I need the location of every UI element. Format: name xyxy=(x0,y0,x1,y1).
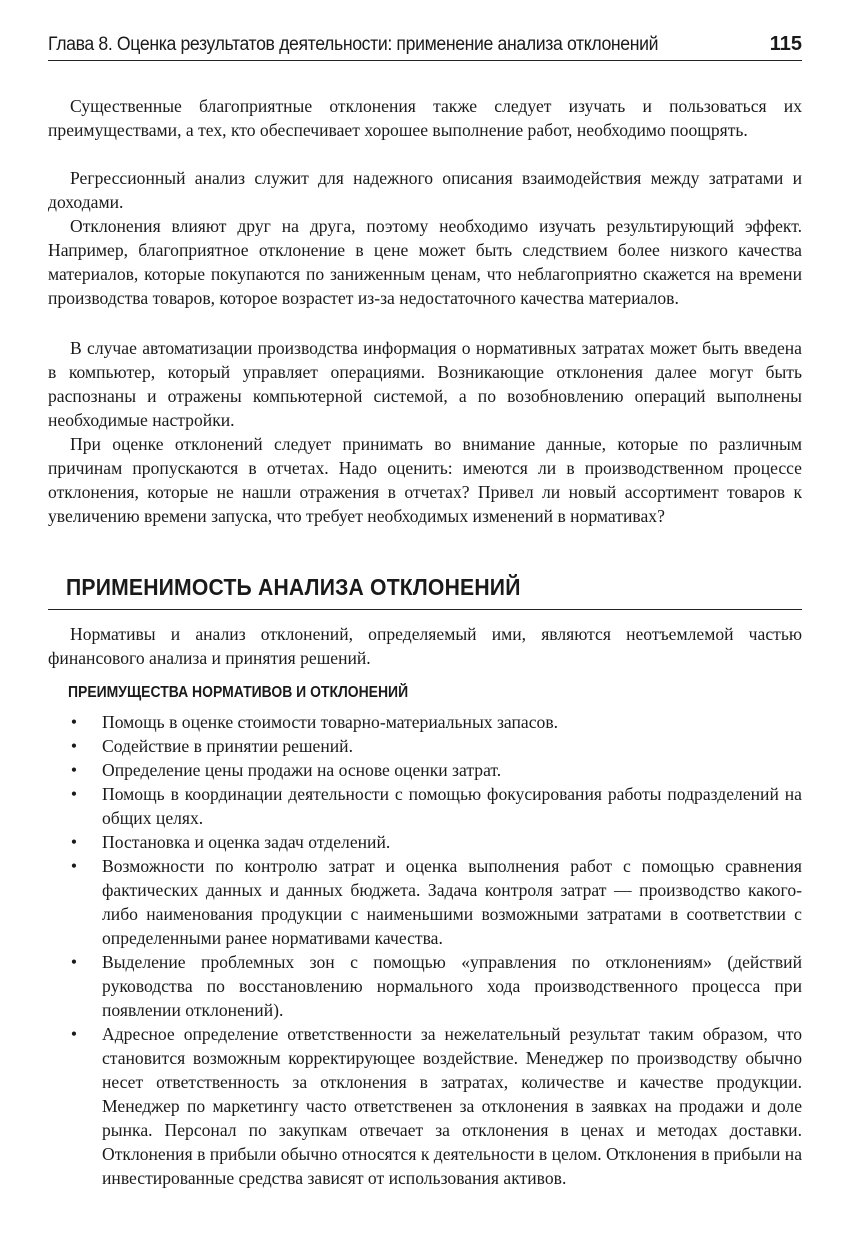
list-item xyxy=(48,854,802,950)
bullet-icon: • xyxy=(70,784,78,804)
bullet-icon: • xyxy=(70,832,78,852)
bullet-list xyxy=(48,710,802,1190)
chapter-title: Глава 8. Оценка результатов деятельности: применение анализа отклонений xyxy=(48,34,659,55)
running-header xyxy=(48,30,802,61)
paragraph: Регрессионный анализ служит для надежного описания взаимодействия между затратами и доходами. xyxy=(48,168,802,212)
list-item xyxy=(48,830,802,854)
list-item xyxy=(48,758,802,782)
bullet-icon: • xyxy=(70,952,78,972)
bullet-icon: • xyxy=(70,736,78,756)
list-item xyxy=(48,782,802,830)
list-item xyxy=(48,734,802,758)
list-item-text: Адресное определение ответственности за нежелательный результат таким образом, что становится возможным корректирующее воздействие. Менеджер по производству обычно несет ответственность за отклонения в затратах, количестве и качестве продукции. Менеджер по маркетингу часто ответственен за отклонения в заявках на продажи и доле рынка. Персонал по закупкам отвечает за отклонения в ценах и методах доставки. Отклонения в прибыли обычно относятся к деятельности в целом. Отклонения в прибыли на инвестированные средства зависят от использования активов. xyxy=(102,1024,802,1188)
page-number: 115 xyxy=(769,33,802,55)
list-item-text: Выделение проблемных зон с помощью «управления по отклонениям» (действий руководства по восстановлению нормального хода производственного процесса при появлении отклонений). xyxy=(102,952,802,1020)
list-item-text: Определение цены продажи на основе оценки затрат. xyxy=(102,760,502,780)
bullet-icon: • xyxy=(70,760,78,780)
list-item-text: Содействие в принятии решений. xyxy=(102,736,353,756)
section-intro: Нормативы и анализ отклонений, определяемый ими, являются неотъемлемой частью финансового анализа и принятия решений. xyxy=(48,624,802,668)
paragraph: В случае автоматизации производства информация о нормативных затратах может быть введена в компьютер, который управляет операциями. Возникающие отклонения далее могут быть распознаны и отражены компьютерной системой, а по возобновлению операций выполнены необходимые настройки. xyxy=(48,338,802,430)
paragraph: При оценке отклонений следует принимать во внимание данные, которые по различным причинам пропускаются в отчетах. Надо оценить: имеются ли в производственном процессе отклонения, которые не нашли отражения в отчетах? Привел ли новый ассортимент товаров к увеличению времени запуска, что требует необходимых изменений в нормативах? xyxy=(48,434,802,526)
heading-rule xyxy=(48,609,802,610)
section-heading: ПРИМЕНИМОСТЬ АНАЛИЗА ОТКЛОНЕНИЙ xyxy=(66,574,521,600)
list-item xyxy=(48,710,802,734)
paragraph: Отклонения влияют друг на друга, поэтому необходимо изучать результирующий эффект. Например, благоприятное отклонение в цене может быть следствием более низкого качества материалов, которые покупаются по заниженным ценам, что неблагоприятно скажется на времени производства товаров, которое возрастет из-за недостаточного качества материалов. xyxy=(48,216,802,308)
list-item-text: Помощь в оценке стоимости товарно-материальных запасов. xyxy=(102,712,559,732)
bullet-icon: • xyxy=(70,856,78,876)
list-item xyxy=(48,950,802,1022)
subsection-heading: ПРЕИМУЩЕСТВА НОРМАТИВОВ И ОТКЛОНЕНИЙ xyxy=(68,684,409,701)
list-item-text: Возможности по контролю затрат и оценка выполнения работ с помощью сравнения фактических данных и данных бюджета. Задача контроля затрат — производство какого-либо наименования продукции с наименьшими возможными затратами в соответствии с определенными ранее нормативами качества. xyxy=(102,856,802,948)
paragraph: Существенные благоприятные отклонения также следует изучать и пользоваться их преимуществами, а тех, кто обеспечивает хорошее выполнение работ, необходимо поощрять. xyxy=(48,96,802,140)
list-item xyxy=(48,1022,802,1190)
bullet-icon: • xyxy=(70,712,78,732)
list-item-text: Постановка и оценка задач отделений. xyxy=(102,832,391,852)
list-item-text: Помощь в координации деятельности с помощью фокусирования работы подразделений на общих целях. xyxy=(102,784,802,828)
bullet-icon: • xyxy=(70,1024,78,1044)
